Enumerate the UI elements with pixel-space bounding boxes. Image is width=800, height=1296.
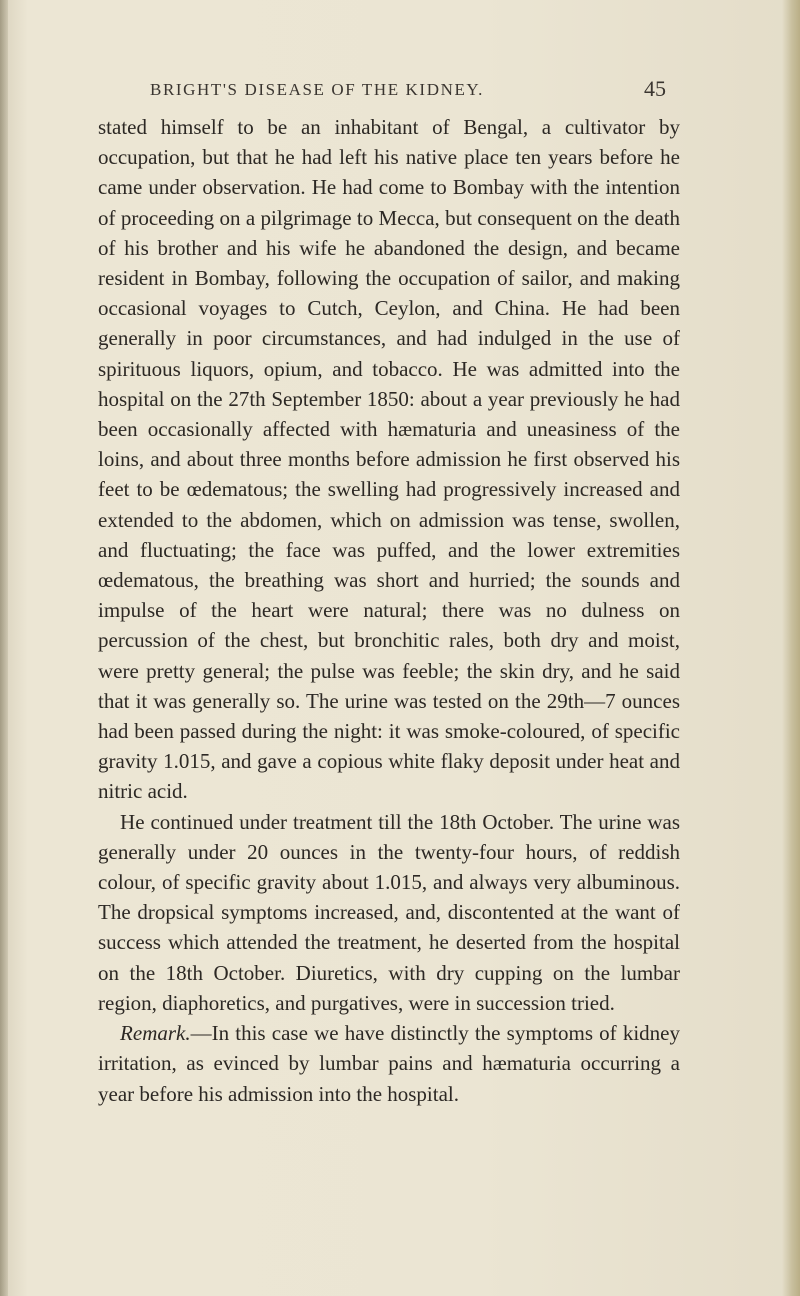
page-number: 45: [644, 76, 666, 101]
body-text: [98, 112, 680, 1109]
page-header: [150, 78, 666, 108]
paragraph-remark: [98, 1018, 680, 1109]
paragraph-case-history: stated himself to be an inhabitant of Bengal, a cultivator by occupation, but that he had left his native place ten years before he came under observation. He had come to Bombay with the intention of proceeding on a pilgrimage to Mecca, but consequent on the death of his brother and his wife he abandoned the design, and became resident in Bombay, following the occupation of sailor, and making occasional voyages to Cutch, Ceylon, and China. He had been generally in poor circumstances, and had indulged in the use of spirituous liquors, opium, and tobacco. He was admitted into the hospital on the 27th September 1850: about a year previously he had been occasionally affected with hæmaturia and uneasiness of the loins, and about three months before admission he first observed his feet to be œdematous; the swelling had progressively increased and extended to the abdomen, which on admission was tense, swollen, and fluctuating; the face was puffed, and the lower extremities œdematous, the breathing was short and hurried; the sounds and impulse of the heart were natural; there was no dulness on percussion of the chest, but bronchitic rales, both dry and moist, were pretty general; the pulse was feeble; the skin dry, and he said that it was generally so. The urine was tested on the 29th—7 ounces had been passed during the night: it was smoke-coloured, of specific gravity 1.015, and gave a copious white flaky deposit under heat and nitric acid.: [98, 115, 680, 804]
running-head: BRIGHT'S DISEASE OF THE KIDNEY.: [150, 80, 484, 99]
paragraph-treatment: He continued under treatment till the 18th October. The urine was generally under 20 ounces in the twenty-four hours, of reddish colour, of specific gravity about 1.015, and always very albuminous. The dropsical symptoms increased, and, discontented at the want of success which attended the treatment, he deserted from the hospital on the 18th October. Diuretics, with dry cupping on the lumbar region, diaphoretics, and purgatives, were in succession tried.: [98, 809, 680, 1015]
page-edge: [782, 0, 800, 1296]
remark-label: Remark.: [120, 1021, 191, 1046]
binding-shadow: [0, 0, 8, 1296]
remark-text: —In this case we have distinctly the symptoms of kidney irritation, as evinced by lumbar pains and hæmaturia occurring a year before his admission into the hospital.: [98, 1021, 680, 1106]
